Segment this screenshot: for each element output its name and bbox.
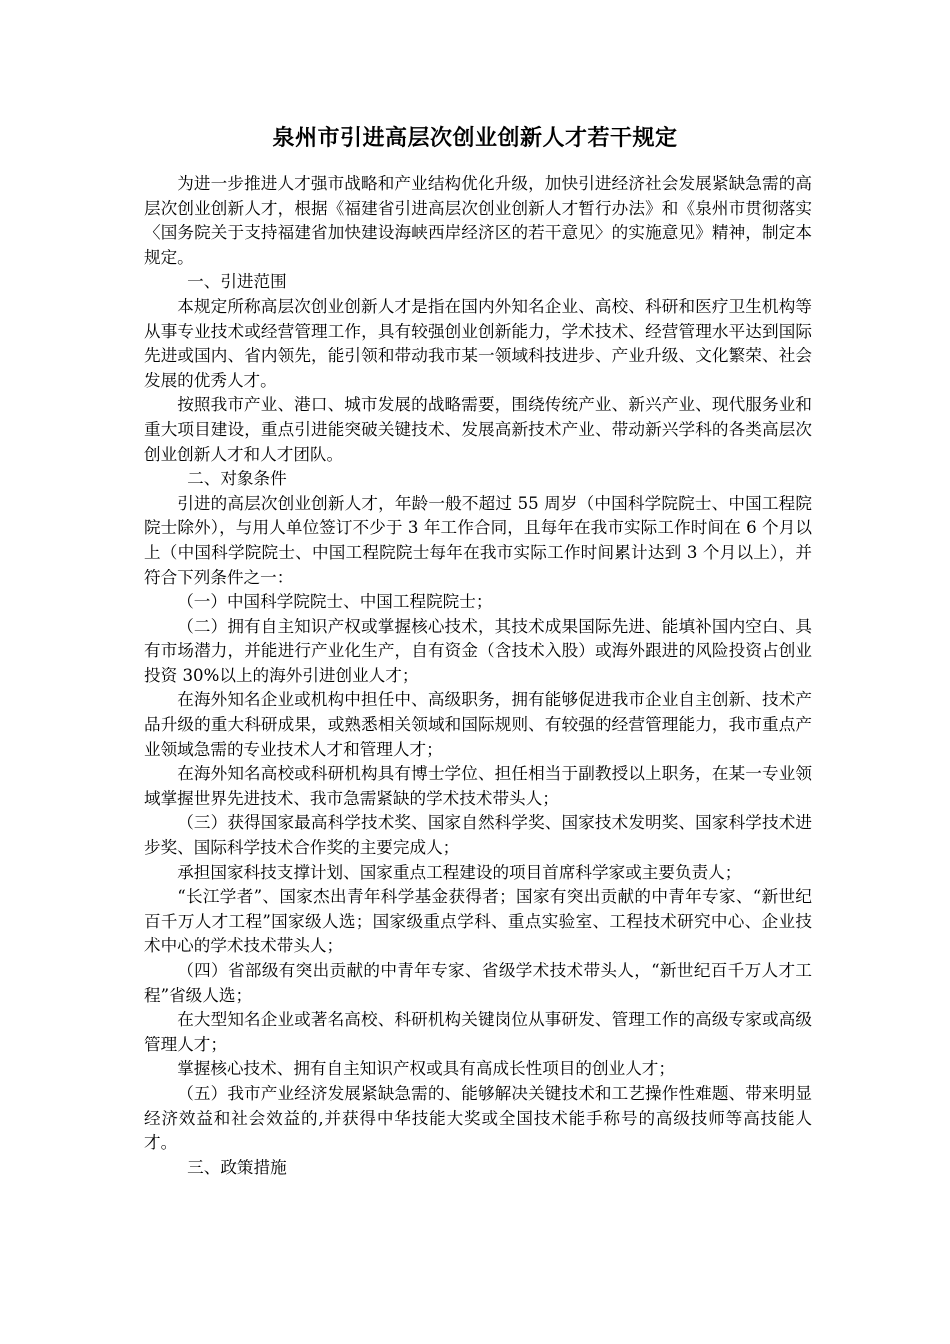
paragraph: 在海外知名企业或机构中担任中、高级职务，拥有能够促进我市企业自主创新、技术产品升级的重大科研成果，或熟悉相关领域和国际规则、有较强的经营管理能力，我市重点产业领域急需的专业技术人才和管理人才； bbox=[144, 690, 812, 759]
paragraph: （五）我市产业经济发展紧缺急需的、能够解决关键技术和工艺操作性难题、带来明显经济效益和社会效益的,并获得中华技能大奖或全国技术能手称号的高级技师等高技能人才。 bbox=[144, 1083, 812, 1153]
section-heading: 一、引进范围 bbox=[187, 272, 287, 292]
section-heading: 三、政策措施 bbox=[187, 1157, 287, 1177]
paragraph: 为进一步推进人才强市战略和产业结构优化升级，加快引进经济社会发展紧缺急需的高层次创业创新人才，根据《福建省引进高层次创业创新人才暂行办法》和《泉州市贯彻落实〈国务院关于支持福建省加快建设海峡西岸经济区的若干意见〉的实施意见》精神，制定本规定。 bbox=[144, 174, 812, 267]
document-body bbox=[144, 172, 812, 1180]
paragraph: 引进的高层次创业创新人才，年龄一般不超过 55 周岁（中国科学院院士、中国工程院院士除外），与用人单位签订不少于 3 年工作合同，且每年在我市实际工作时间在 6 个月以上（中国科学院院士、中国工程院院士每年在我市实际工作时间累计达到 3 个月以上），并符合下列条件之一： bbox=[144, 493, 812, 587]
paragraph: 承担国家科技支撑计划、国家重点工程建设的项目首席科学家或主要负责人； bbox=[177, 862, 742, 882]
paragraph: （一）中国科学院院士、中国工程院院士； bbox=[177, 592, 493, 612]
paragraph: 在大型知名企业或著名高校、科研机构关键岗位从事研发、管理工作的高级专家或高级管理人才； bbox=[144, 1010, 812, 1054]
paragraph: 按照我市产业、港口、城市发展的战略需要，围绕传统产业、新兴产业、现代服务业和重大项目建设，重点引进能突破关键技术、发展高新技术产业、带动新兴学科的各类高层次创业创新人才和人才团队。 bbox=[144, 395, 812, 464]
paragraph: 本规定所称高层次创业创新人才是指在国内外知名企业、高校、科研和医疗卫生机构等从事专业技术或经营管理工作，具有较强创业创新能力，学术技术、经营管理水平达到国际先进或国内、省内领先，能引领和带动我市某一领域科技进步、产业升级、文化繁荣、社会发展的优秀人才。 bbox=[144, 296, 812, 390]
paragraph: “长江学者”、国家杰出青年科学基金获得者；国家有突出贡献的中青年专家、“新世纪百千万人才工程”国家级人选；国家级重点学科、重点实验室、工程技术研究中心、企业技术中心的学术技术带头人； bbox=[144, 887, 812, 956]
section-heading: 二、对象条件 bbox=[187, 469, 287, 489]
paragraph: （二）拥有自主知识产权或掌握核心技术，其技术成果国际先进、能填补国内空白、具有市场潜力，并能进行产业化生产，自有资金（含技术入股）或海外跟进的风险投资占创业投资 30%以上的海外引进创业人才； bbox=[144, 616, 812, 685]
paragraph: （四）省部级有突出贡献的中青年专家、省级学术技术带头人，“新世纪百千万人才工程”省级人选； bbox=[144, 961, 812, 1005]
paragraph: 在海外知名高校或科研机构具有博士学位、担任相当于副教授以上职务，在某一专业领域掌握世界先进技术、我市急需紧缺的学术技术带头人； bbox=[144, 764, 812, 808]
paragraph: （三）获得国家最高科学技术奖、国家自然科学奖、国家技术发明奖、国家科学技术进步奖、国际科学技术合作奖的主要完成人； bbox=[144, 813, 812, 858]
document-title: 泉州市引进高层次创业创新人才若干规定 bbox=[272, 125, 678, 151]
paragraph: 掌握核心技术、拥有自主知识产权或具有高成长性项目的创业人才； bbox=[177, 1059, 675, 1079]
